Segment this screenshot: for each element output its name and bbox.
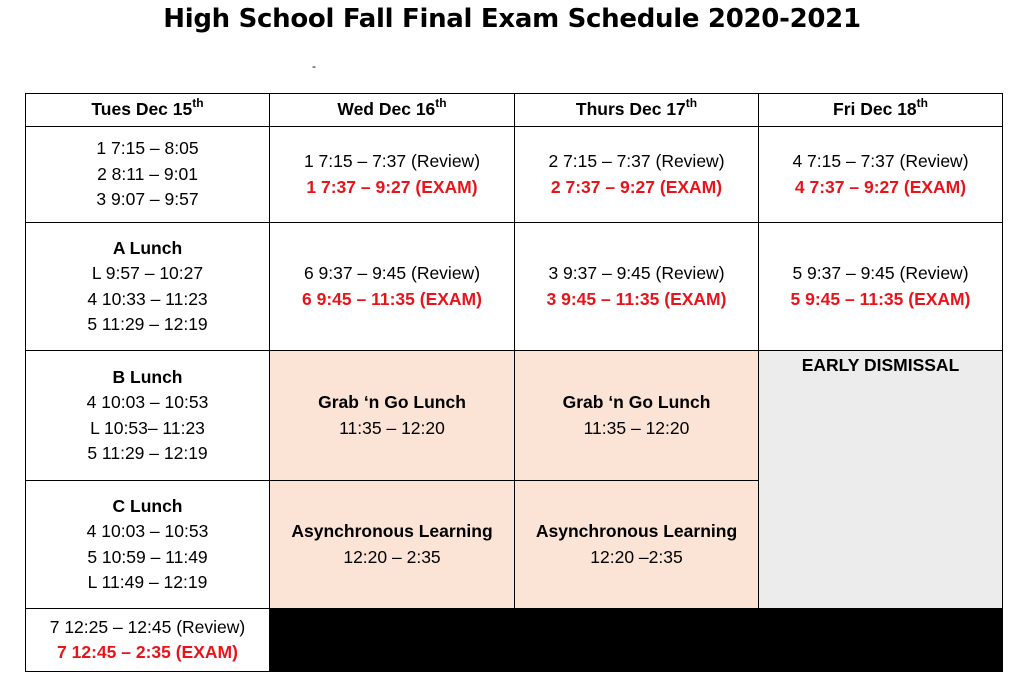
fri-exam-cell-2 [759, 223, 1003, 351]
period-line: 4 10:03 – 10:53 [86, 392, 209, 412]
exam-line: 5 9:45 – 11:35 (EXAM) [790, 288, 971, 309]
period-line: 2 8:11 – 9:01 [97, 163, 198, 184]
header-wednesday: Wed Dec 16th [270, 94, 515, 127]
tue-period-7-cell [26, 609, 270, 672]
exam-line: 3 9:45 – 11:35 (EXAM) [546, 288, 727, 309]
period-line: 1 7:15 – 8:05 [96, 138, 199, 159]
async-heading: Asynchronous Learning [291, 521, 493, 541]
page-title: High School Fall Final Exam Schedule 2020-2021 [163, 4, 861, 34]
exam-line: 1 7:37 – 9:27 (EXAM) [306, 176, 478, 197]
wed-exam-cell [270, 127, 515, 223]
period-line: 5 11:29 – 12:19 [87, 314, 208, 334]
review-line: 2 7:15 – 7:37 (Review) [548, 151, 725, 171]
exam-line: 6 9:45 – 11:35 (EXAM) [302, 288, 482, 309]
thu-exam-cell [515, 127, 759, 223]
review-line: 4 7:15 – 7:37 (Review) [792, 151, 969, 171]
period-line: 3 9:07 – 9:57 [96, 189, 199, 210]
fri-exam-cell [759, 127, 1003, 223]
lunch-time: 11:35 – 12:20 [339, 417, 445, 438]
async-time: 12:20 – 2:35 [343, 546, 441, 567]
schedule-row-1 [26, 127, 1003, 223]
lunch-heading: Grab ‘n Go Lunch [318, 392, 466, 412]
period-line: L 9:57 – 10:27 [91, 263, 204, 283]
exam-line: 4 7:37 – 9:27 (EXAM) [794, 176, 967, 197]
schedule-row-3 [26, 351, 1003, 481]
header-row [26, 94, 1003, 127]
period-line: 4 10:03 – 10:53 [86, 521, 209, 541]
header-tuesday: Tues Dec 15th [26, 94, 270, 127]
schedule-row-5 [26, 609, 1003, 672]
tue-a-lunch-cell [26, 223, 270, 351]
review-line: 3 9:37 – 9:45 (Review) [548, 263, 725, 283]
lunch-heading: C Lunch [112, 495, 183, 516]
fri-early-dismissal-cell [759, 351, 1003, 609]
wed-grab-n-go-cell [270, 351, 515, 481]
tue-periods-cell [26, 127, 270, 223]
async-heading: Asynchronous Learning [535, 521, 738, 541]
thu-async-learning-cell [515, 481, 759, 609]
blocked-out-cell [270, 609, 1003, 672]
thu-exam-cell-2 [515, 223, 759, 351]
schedule-row-2 [26, 223, 1003, 351]
thu-grab-n-go-cell [515, 351, 759, 481]
period-line: L 11:49 – 12:19 [87, 572, 208, 592]
exam-line: 2 7:37 – 9:27 (EXAM) [550, 176, 723, 197]
period-line: 5 11:29 – 12:19 [87, 443, 208, 463]
review-line: 7 12:25 – 12:45 (Review) [49, 616, 246, 637]
review-line: 5 9:37 – 9:45 (Review) [792, 263, 969, 283]
period-line: 5 10:59 – 11:49 [87, 546, 208, 567]
early-dismissal-label: EARLY DISMISSAL [801, 354, 960, 375]
lunch-heading: A Lunch [112, 237, 183, 258]
header-friday: Fri Dec 18th [759, 94, 1003, 127]
lunch-time: 11:35 – 12:20 [583, 417, 690, 438]
period-line: L 10:53– 11:23 [90, 417, 205, 438]
stray-mark: - [312, 59, 316, 73]
tue-b-lunch-cell [26, 351, 270, 481]
exam-schedule-table [25, 93, 1003, 672]
header-thursday: Thurs Dec 17th [515, 94, 759, 127]
tue-c-lunch-cell [26, 481, 270, 609]
wed-async-learning-cell [270, 481, 515, 609]
exam-line: 7 12:45 – 2:35 (EXAM) [57, 642, 238, 662]
async-time: 12:20 –2:35 [590, 546, 683, 567]
lunch-heading: Grab ‘n Go Lunch [562, 392, 711, 412]
lunch-heading: B Lunch [112, 366, 183, 387]
review-line: 1 7:15 – 7:37 (Review) [303, 151, 481, 171]
review-line: 6 9:37 – 9:45 (Review) [303, 263, 481, 283]
period-line: 4 10:33 – 11:23 [87, 288, 208, 309]
wed-exam-cell-2 [270, 223, 515, 351]
